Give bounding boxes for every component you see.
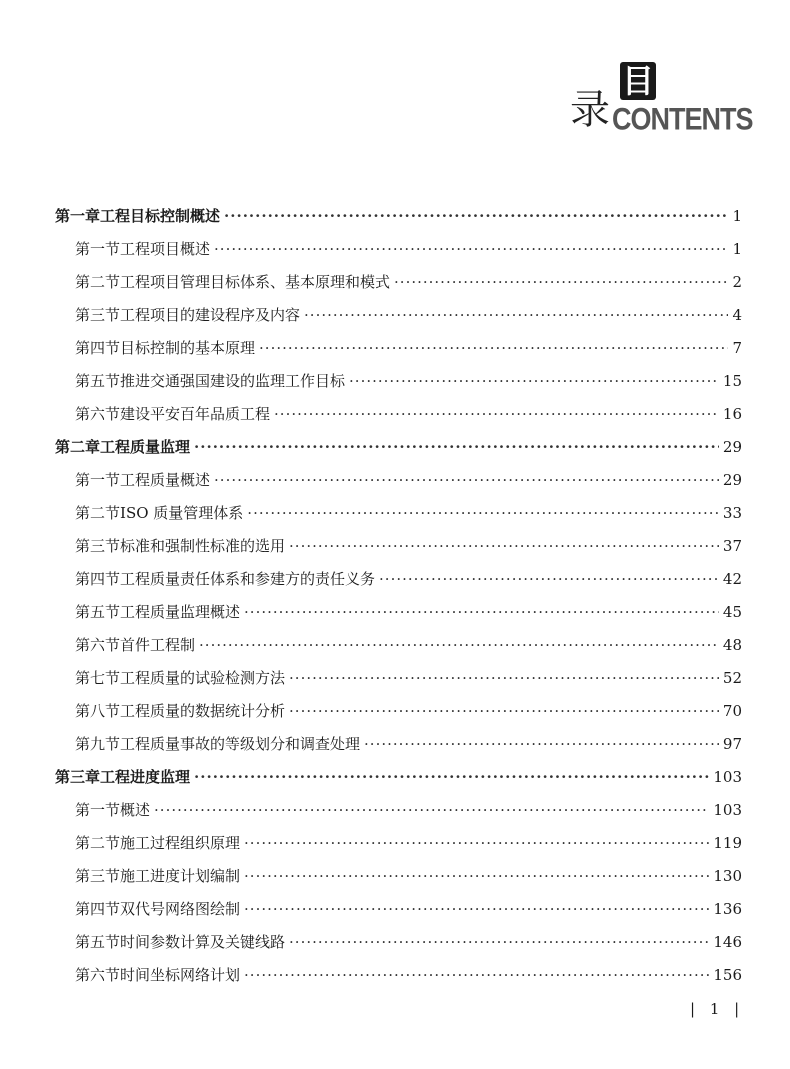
toc-entry-title: ISO 质量管理体系	[120, 504, 244, 522]
toc-section-row[interactable]	[55, 398, 742, 431]
lu-character: 录	[570, 87, 610, 133]
toc-chapter-row[interactable]	[55, 431, 742, 464]
toc-entry-number: 第二节	[75, 504, 121, 522]
toc-leader-dots	[244, 827, 709, 860]
toc-entry-title: 施工过程组织原理	[120, 834, 241, 852]
toc-entry-page: 70	[722, 702, 742, 720]
toc-section-row[interactable]	[55, 695, 742, 728]
toc-leader-dots	[274, 398, 719, 431]
toc-entry-title: 工程目标控制概述	[100, 207, 221, 225]
toc-entry-number: 第二节	[75, 273, 121, 291]
toc-entry-page: 48	[722, 636, 742, 654]
toc-entry-number: 第二章	[55, 438, 101, 456]
toc-leader-dots	[349, 365, 719, 398]
toc-entry-page: 52	[722, 669, 742, 687]
footer-page-number: 1	[709, 1000, 720, 1018]
toc-entry-page: 33	[722, 504, 742, 522]
toc-entry-number: 第五节	[75, 933, 121, 951]
toc-chapter-row[interactable]	[55, 761, 742, 794]
toc-section-row[interactable]	[55, 596, 742, 629]
toc-leader-dots	[364, 728, 719, 761]
toc-leader-dots	[289, 662, 719, 695]
toc-section-row[interactable]	[55, 365, 742, 398]
toc-entry-title: 目标控制的基本原理	[120, 339, 256, 357]
toc-section-row[interactable]	[55, 860, 742, 893]
toc-leader-dots	[289, 695, 719, 728]
toc-entry-title: 标准和强制性标准的选用	[120, 537, 286, 555]
toc-leader-dots	[224, 200, 728, 233]
toc-leader-dots	[244, 893, 709, 926]
toc-section-row[interactable]	[55, 266, 742, 299]
toc-section-row[interactable]	[55, 893, 742, 926]
toc-section-row[interactable]	[55, 629, 742, 662]
toc-entry-page: 42	[722, 570, 742, 588]
toc-entry-page: 29	[722, 438, 742, 456]
toc-leader-dots	[244, 860, 709, 893]
toc-leader-dots	[289, 530, 719, 563]
toc-entry-number: 第八节	[75, 702, 121, 720]
toc-entry-page: 45	[722, 603, 742, 621]
toc-entry-page: 7	[732, 339, 742, 357]
toc-entry-title: 工程质量的数据统计分析	[120, 702, 286, 720]
toc-leader-dots	[394, 266, 728, 299]
toc-entry-number: 第三节	[75, 867, 121, 885]
toc-leader-dots	[214, 233, 728, 266]
toc-entry-title: 工程质量监理概述	[120, 603, 241, 621]
toc-leader-dots	[289, 926, 709, 959]
toc-leader-dots	[244, 596, 719, 629]
toc-entry-page: 16	[722, 405, 742, 423]
toc-entry-page: 2	[732, 273, 742, 291]
toc-entry-number: 第六节	[75, 966, 121, 984]
toc-leader-dots	[199, 629, 719, 662]
toc-entry-number: 第四节	[75, 339, 121, 357]
toc-entry-number: 第三节	[75, 306, 121, 324]
toc-entry-title: 工程项目管理目标体系、基本原理和模式	[120, 273, 391, 291]
toc-leader-dots	[214, 464, 719, 497]
toc-entry-title: 概述	[120, 801, 151, 819]
toc-chapter-row[interactable]	[55, 200, 742, 233]
toc-entry-number: 第七节	[75, 669, 121, 687]
toc-entry-title: 工程质量事故的等级划分和调查处理	[120, 735, 361, 753]
toc-section-row[interactable]	[55, 563, 742, 596]
toc-section-row[interactable]	[55, 827, 742, 860]
table-of-contents	[55, 200, 742, 992]
toc-entry-page: 15	[722, 372, 742, 390]
toc-section-row[interactable]	[55, 530, 742, 563]
toc-section-row[interactable]	[55, 959, 742, 992]
toc-entry-title: 工程质量监理	[100, 438, 191, 456]
contents-label: CONTENTS	[612, 102, 753, 137]
toc-entry-page: 103	[713, 801, 742, 819]
toc-entry-page: 37	[722, 537, 742, 555]
toc-entry-page: 119	[713, 834, 742, 852]
toc-entry-page: 130	[713, 867, 742, 885]
toc-section-row[interactable]	[55, 662, 742, 695]
toc-leader-dots	[304, 299, 728, 332]
toc-entry-number: 第三章	[55, 768, 101, 786]
toc-section-row[interactable]	[55, 794, 742, 827]
footer-bar-right: |	[734, 1000, 740, 1018]
toc-section-row[interactable]	[55, 497, 742, 530]
toc-entry-title: 时间参数计算及关键线路	[120, 933, 286, 951]
footer-bar-left: |	[690, 1000, 696, 1018]
toc-entry-number: 第三节	[75, 537, 121, 555]
toc-section-row[interactable]	[55, 332, 742, 365]
toc-entry-title: 工程进度监理	[100, 768, 191, 786]
toc-entry-title: 双代号网络图绘制	[120, 900, 241, 918]
toc-entry-title: 推进交通强国建设的监理工作目标	[120, 372, 346, 390]
toc-entry-number: 第五节	[75, 603, 121, 621]
toc-entry-title: 工程项目的建设程序及内容	[120, 306, 301, 324]
toc-leader-dots	[194, 761, 709, 794]
toc-entry-title: 工程项目概述	[120, 240, 211, 258]
toc-entry-number: 第一节	[75, 801, 121, 819]
toc-entry-number: 第一节	[75, 471, 121, 489]
toc-entry-title: 施工进度计划编制	[120, 867, 241, 885]
toc-entry-page: 146	[713, 933, 742, 951]
mu-character-box: 目	[621, 62, 654, 100]
toc-leader-dots	[379, 563, 719, 596]
toc-entry-page: 1	[732, 240, 742, 258]
toc-entry-title: 工程质量概述	[120, 471, 211, 489]
toc-entry-page: 156	[713, 966, 742, 984]
toc-leader-dots	[247, 497, 719, 530]
toc-entry-title: 时间坐标网络计划	[120, 966, 241, 984]
toc-section-row[interactable]	[55, 464, 742, 497]
toc-entry-title: 工程质量责任体系和参建方的责任义务	[120, 570, 376, 588]
toc-entry-page: 97	[722, 735, 742, 753]
toc-entry-number: 第六节	[75, 636, 121, 654]
toc-section-row[interactable]	[55, 728, 742, 761]
toc-entry-title: 建设平安百年品质工程	[120, 405, 271, 423]
page-footer	[690, 1000, 739, 1018]
toc-entry-number: 第二节	[75, 834, 121, 852]
toc-entry-number: 第四节	[75, 570, 121, 588]
toc-leader-dots	[154, 794, 709, 827]
toc-section-row[interactable]	[55, 926, 742, 959]
toc-leader-dots	[259, 332, 728, 365]
toc-entry-title: 工程质量的试验检测方法	[120, 669, 286, 687]
toc-section-row[interactable]	[55, 299, 742, 332]
toc-entry-number: 第六节	[75, 405, 121, 423]
toc-leader-dots	[194, 431, 719, 464]
toc-entry-number: 第四节	[75, 900, 121, 918]
toc-entry-page: 136	[713, 900, 742, 918]
toc-entry-page: 4	[732, 306, 742, 324]
toc-entry-page: 103	[713, 768, 742, 786]
toc-entry-title: 首件工程制	[120, 636, 196, 654]
toc-entry-page: 29	[722, 471, 742, 489]
toc-entry-number: 第五节	[75, 372, 121, 390]
toc-entry-number: 第九节	[75, 735, 121, 753]
toc-leader-dots	[244, 959, 709, 992]
toc-entry-number: 第一章	[55, 207, 101, 225]
toc-header	[570, 62, 753, 137]
toc-entry-page: 1	[732, 207, 742, 225]
toc-entry-number: 第一节	[75, 240, 121, 258]
toc-section-row[interactable]	[55, 233, 742, 266]
